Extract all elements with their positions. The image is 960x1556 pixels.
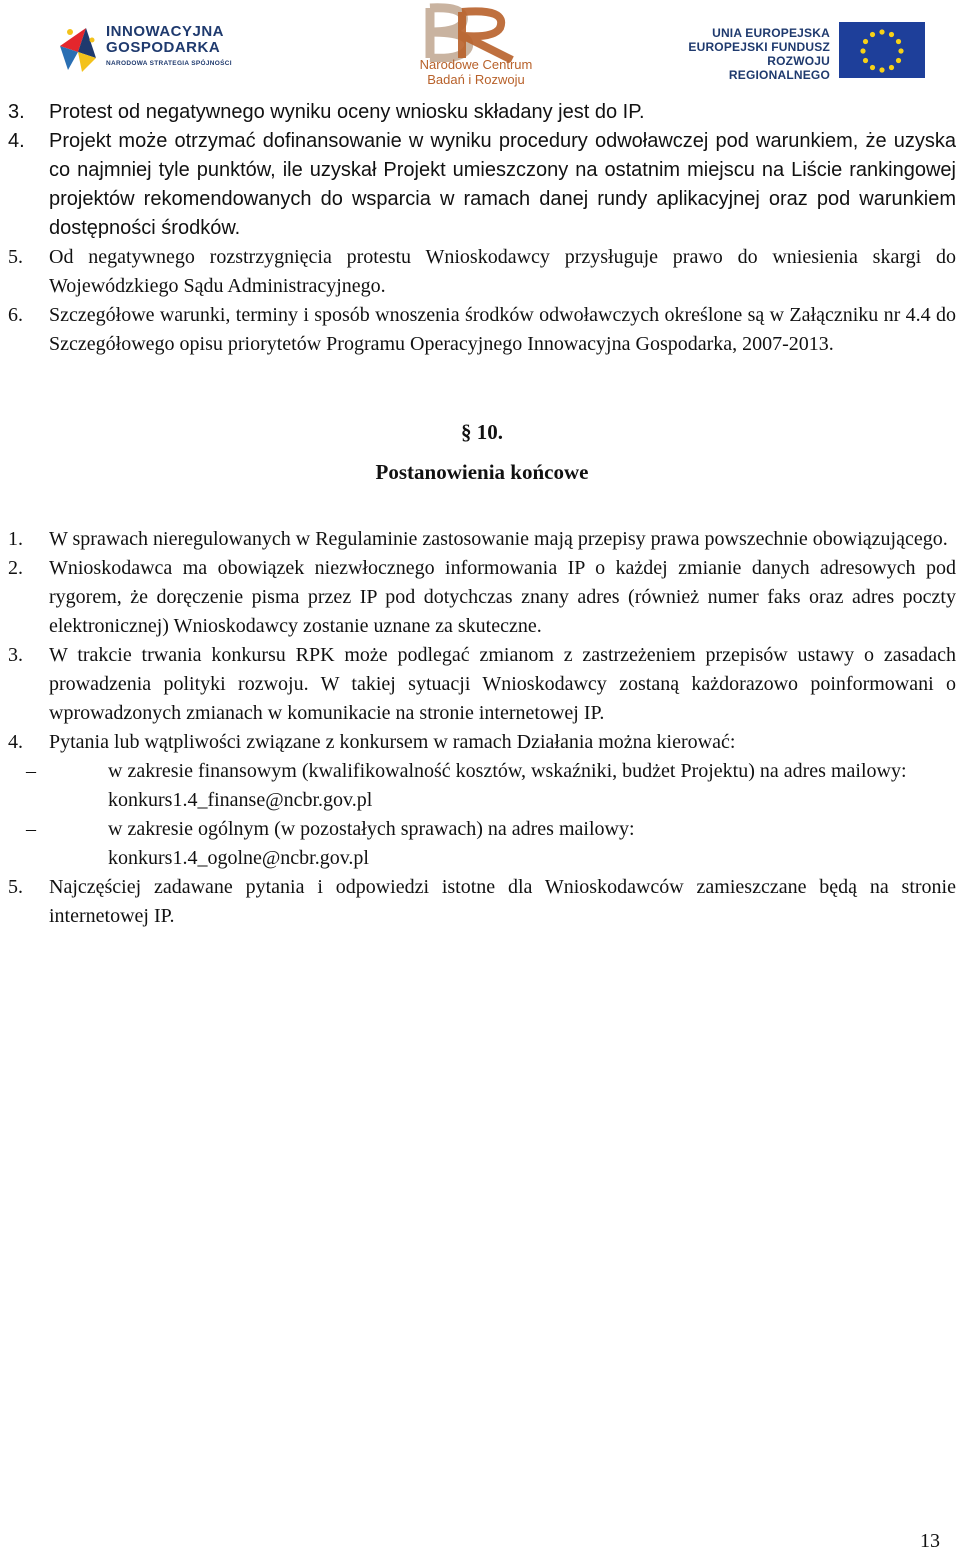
list-item <box>8 127 956 243</box>
list-item <box>8 873 956 931</box>
list-item-number: 2. <box>8 557 23 579</box>
list-item-number: 3. <box>8 644 23 666</box>
list-item <box>8 525 956 554</box>
list-item-number: 4. <box>8 731 23 753</box>
list-item-text: Najczęściej zadawane pytania i odpowiedzi istotne dla Wnioskodawców zamieszczane będą na stronie internetowej IP. <box>49 876 956 927</box>
list-item <box>8 301 956 359</box>
sub-list-item <box>26 757 956 815</box>
email-address: konkurs1.4_ogolne@ncbr.gov.pl <box>108 847 369 869</box>
eu-flag-icon <box>839 22 925 78</box>
sub-list-item <box>26 815 956 873</box>
innowacyjna-gospodarka-logo <box>56 18 246 78</box>
page-header <box>0 0 960 96</box>
section-title: Postanowienia końcowe <box>375 460 589 484</box>
list-item-number: 5. <box>8 876 23 898</box>
list-item-text: Od negatywnego rozstrzygnięcia protestu Wnioskodawcy przysługuje prawo do wniesienia skargi do Wojewódzkiego Sądu Administracyjnego. <box>49 246 956 297</box>
eu-logo <box>680 22 930 82</box>
dash-bullet: – <box>26 760 36 782</box>
list-item-text: Pytania lub wątpliwości związane z konkursem w ramach Działania można kierować: <box>49 731 736 753</box>
list-item-text: Projekt może otrzymać dofinansowanie w wyniku procedury odwoławczej pod warunkiem, że uzyska co najmniej tyle punktów, ile uzyskał Projekt umieszczony na ostatnim miejscu na Liście rankingowej projektów rekomendowanych do wsparcia w ramach danej rundy aplikacyjnej oraz pod warunkiem dostępności środków. <box>49 130 956 239</box>
sub-item-text: w zakresie finansowym (kwalifikowalność kosztów, wskaźniki, budżet Projektu) na adres mailowy: <box>108 760 907 782</box>
list-item <box>8 728 956 757</box>
logo-ig-line2: GOSPODARKA <box>106 39 221 56</box>
list-item-number: 4. <box>8 130 25 152</box>
list-item <box>8 554 956 641</box>
page-number: 13 <box>920 1530 940 1552</box>
list-item <box>8 243 956 301</box>
section-number: § 10. <box>461 420 503 444</box>
logo-eu-line2: EUROPEJSKI FUNDUSZ <box>688 40 830 54</box>
logo-eu-line1: UNIA EUROPEJSKA <box>712 26 830 40</box>
list-item-text: W trakcie trwania konkursu RPK może podlegać zmianom z zastrzeżeniem przepisów ustawy o zasadach prowadzenia polityki rozwoju. W takiej sytuacji Wnioskodawcy zostaną każdorazowo poinformowani o wprowadzonych zmianach w komunikacie na stronie internetowej IP. <box>49 644 956 724</box>
list-item <box>8 98 956 127</box>
list-item-text: W sprawach nieregulowanych w Regulaminie zastosowanie mają przepisy prawa powszechnie obowiązującego. <box>49 528 948 550</box>
ncbr-monogram-icon <box>400 2 550 62</box>
list-item-text: Protest od negatywnego wyniku oceny wniosku składany jest do IP. <box>49 101 645 123</box>
email-address: konkurs1.4_finanse@ncbr.gov.pl <box>108 789 373 811</box>
list-item <box>8 641 956 728</box>
logo-ig-line3: NARODOWA STRATEGIA SPÓJNOŚCI <box>106 60 232 67</box>
logo-ncbr-line2: Badań i Rozwoju <box>427 72 525 87</box>
list-item-number: 6. <box>8 304 23 326</box>
dash-bullet: – <box>26 818 36 840</box>
ig-star-icon <box>56 18 100 74</box>
ncbr-logo <box>400 2 580 94</box>
logo-ig-line1: INNOWACYJNA <box>106 23 225 40</box>
list-item-number: 1. <box>8 528 23 550</box>
list-item-text: Szczegółowe warunki, terminy i sposób wnoszenia środków odwoławczych określone są w Załączniku nr 4.4 do Szczegółowego opisu priorytetów Programu Operacyjnego Innowacyjna Gospodarka, 2007-2013. <box>49 304 956 355</box>
logo-eu-line3: ROZWOJU REGIONALNEGO <box>728 54 830 82</box>
sub-item-text: w zakresie ogólnym (w pozostałych sprawach) na adres mailowy: <box>108 818 635 840</box>
document-body <box>8 98 956 931</box>
logo-ncbr-line1: Narodowe Centrum <box>419 57 533 72</box>
list-item-text: Wnioskodawca ma obowiązek niezwłocznego informowania IP o każdej zmianie danych adresowych pod rygorem, że doręczenie pisma przez IP pod dotychczas znany adres (również numer faks oraz adres poczty elektronicznej) Wnioskodawcy zostanie uznane za skuteczne. <box>49 557 956 637</box>
list-item-number: 3. <box>8 101 25 123</box>
list-item-number: 5. <box>8 246 23 268</box>
